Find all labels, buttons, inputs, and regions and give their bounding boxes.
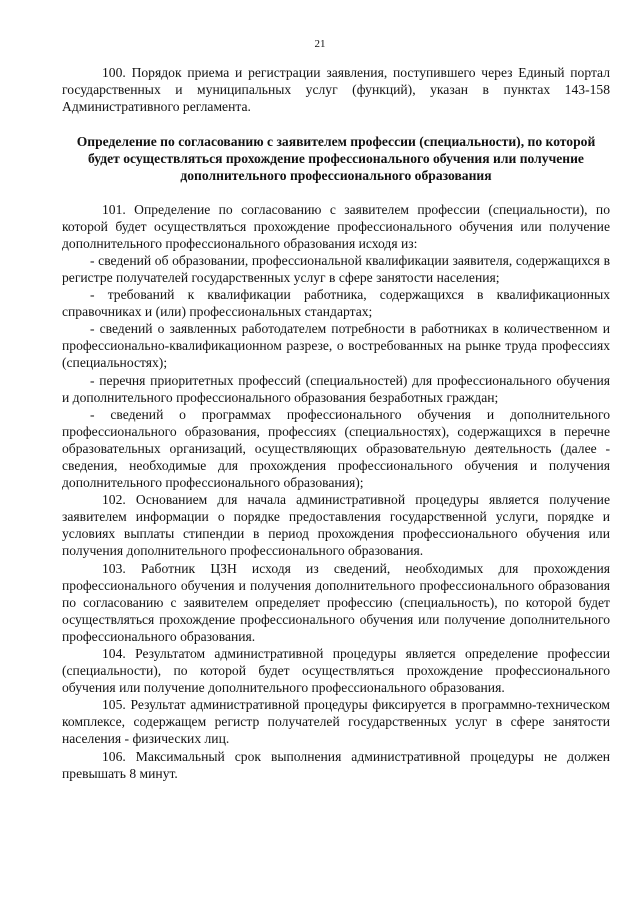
list-item: - сведений о заявленных работодателем потребности в работниках в количественном и профессионально-квалификационном разрезе, о востребованных на рынке труда профессиях (специальностях); (62, 321, 610, 371)
paragraph-101: 101. Определение по согласованию с заявителем профессии (специальности), по которой будет осуществляться прохождение профессионального обучения или получение дополнительного профессионального образования исходя из: (62, 201, 610, 251)
paragraph-104: 104. Результатом административной процедуры является определение профессии (специальности), по которой будет осуществляться прохождение профессионального обучения или получение дополнительного профессионального образования. (62, 646, 610, 696)
paragraph-102: 102. Основанием для начала административной процедуры является получение заявителем информации о порядке предоставления государственной услуги, порядке и условиях выплаты стипендии в период прохождения профессионального обучения или получения дополнительного профессионального образования. (62, 492, 610, 559)
paragraph-105: 105. Результат административной процедуры фиксируется в программно-техническом комплексе, содержащем регистр получателей государственных услуг в сфере занятости населения - физических лиц. (62, 697, 610, 747)
paragraph-100: 100. Порядок приема и регистрации заявления, поступившего через Единый портал государственных и муниципальных услуг (функций), указан в пунктах 143-158 Административного регламента. (62, 65, 610, 115)
section-heading: Определение по согласованию с заявителем профессии (специальности), по которой будет осуществляться прохождение профессионального обучения или получение дополнительного профессионального образования (76, 134, 596, 184)
document-body (62, 64, 610, 782)
paragraph-106: 106. Максимальный срок выполнения административной процедуры не должен превышать 8 минут. (62, 748, 610, 781)
list-item: - перечня приоритетных профессий (специальностей) для профессионального обучения и дополнительного профессионального образования безработных граждан; (62, 372, 610, 405)
list-item: - требований к квалификации работника, содержащихся в квалификационных справочниках и (или) профессиональных стандартах; (62, 287, 610, 320)
paragraph-103: 103. Работник ЦЗН исходя из сведений, необходимых для прохождения профессионального обучения и получения дополнительного профессионального образования по согласованию с заявителем определяет профессию (специальность), по которой будет осуществляться прохождение профессионального обучения или получение дополнительного профессионального образования. (62, 560, 610, 644)
page-number: 21 (314, 38, 326, 50)
list-item: - сведений об образовании, профессиональной квалификации заявителя, содержащихся в регистре получателей государственных услуг в сфере занятости населения; (62, 252, 610, 285)
list-item: - сведений о программах профессионального обучения и дополнительного профессионального образования, профессиях (специальностях), содержащихся в перечне образовательных организаций, осуществляющих образовательную деятельность (далее - сведения, необходимые для прохождения профессионального обучения и получения дополнительного профессионального образования); (62, 406, 610, 491)
